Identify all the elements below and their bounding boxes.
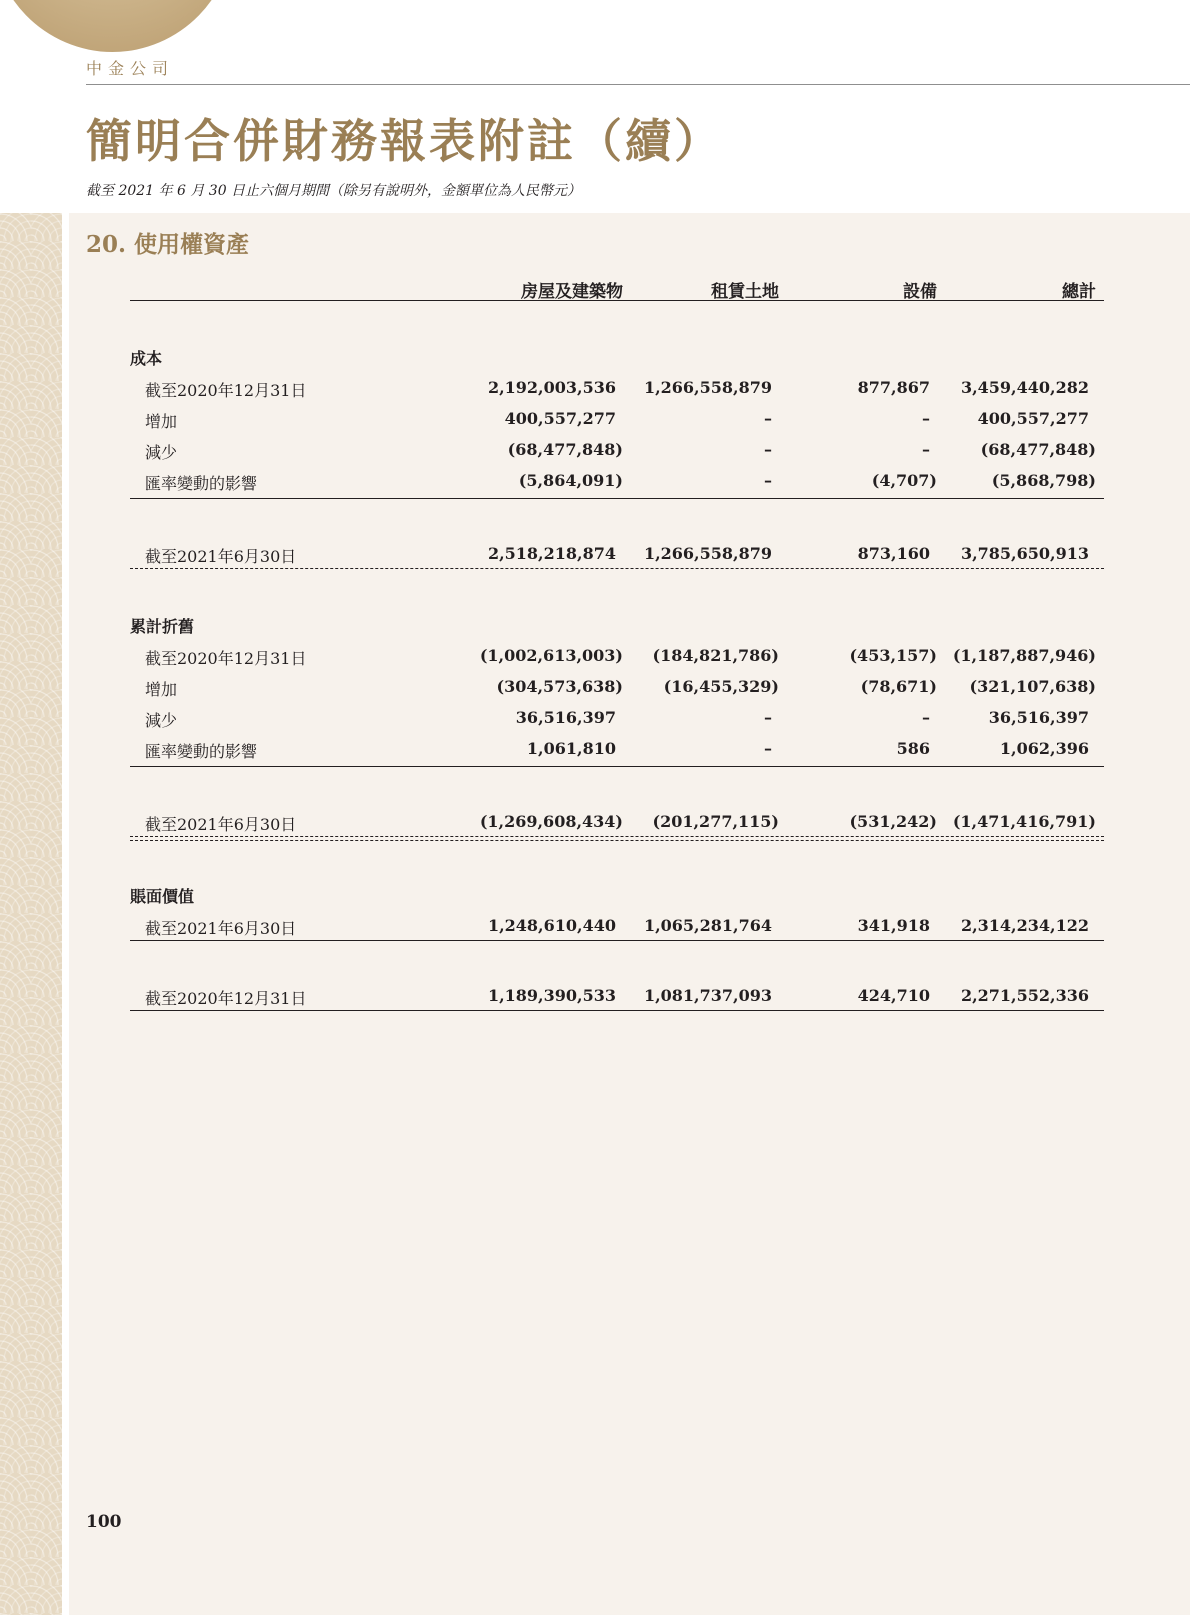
depreciation-total-row (0, 812, 1190, 836)
cell-leased-land: – (764, 440, 772, 459)
cell-buildings: (1,269,608,434) (479, 812, 623, 831)
section-heading: 使用權資產 (134, 231, 250, 258)
cell-total: 3,785,650,913 (960, 544, 1089, 563)
table-row (0, 471, 1190, 495)
row-label: 截至2020年12月31日 (145, 649, 307, 668)
row-label: 匯率變動的影響 (145, 474, 258, 493)
cell-equipment: – (922, 708, 930, 727)
table-row (0, 378, 1190, 402)
cell-buildings: 400,557,277 (504, 409, 616, 428)
cell-buildings: 1,248,610,440 (487, 916, 616, 935)
row-label: 截至2021年6月30日 (145, 815, 297, 834)
cell-total: 2,271,552,336 (960, 986, 1089, 1005)
cell-leased-land: – (764, 708, 772, 727)
cell-total: (1,471,416,791) (952, 812, 1096, 831)
total-dashed-rule (130, 836, 1104, 837)
cell-buildings: (68,477,848) (507, 440, 623, 459)
subtotal-rule (130, 498, 1104, 499)
cell-total: 2,314,234,122 (960, 916, 1089, 935)
cell-leased-land: – (764, 409, 772, 428)
cell-buildings: 1,189,390,533 (487, 986, 616, 1005)
table-row (0, 708, 1190, 732)
total-dashed-rule (130, 568, 1104, 569)
depreciation-heading-row (0, 614, 1190, 638)
cell-buildings: 2,518,218,874 (487, 544, 616, 563)
cell-buildings: 2,192,003,536 (487, 378, 616, 397)
row-label: 增加 (145, 412, 178, 431)
cell-leased-land: (184,821,786) (652, 646, 779, 665)
company-name: 中金公司 (86, 59, 175, 78)
section-number: 20. (86, 231, 127, 258)
cell-leased-land: – (764, 739, 772, 758)
cell-equipment: (453,157) (849, 646, 937, 665)
page-subtitle: 截至 2021 年 6 月 30 日止六個月期間（除另有說明外，金額單位為人民幣元） (86, 183, 582, 199)
column-header-buildings: 房屋及建築物 (521, 282, 623, 302)
cell-total: 400,557,277 (977, 409, 1089, 428)
cell-leased-land: 1,081,737,093 (643, 986, 772, 1005)
cell-equipment: – (922, 409, 930, 428)
header-rule (86, 84, 1190, 85)
cell-leased-land: (16,455,329) (663, 677, 779, 696)
cell-equipment: 877,867 (857, 378, 930, 397)
table-row (0, 677, 1190, 701)
cell-buildings: 1,061,810 (526, 739, 616, 758)
cost-heading: 成本 (130, 349, 163, 368)
cell-total: (321,107,638) (969, 677, 1096, 696)
page-title: 簡明合併財務報表附註（續） (86, 114, 723, 168)
cell-equipment: (78,671) (860, 677, 937, 696)
row-label: 截至2020年12月31日 (145, 989, 307, 1008)
corner-medallion-decoration (0, 0, 235, 52)
cell-total: 1,062,396 (999, 739, 1089, 758)
carrying-heading-row (0, 884, 1190, 908)
cell-total: (1,187,887,946) (952, 646, 1096, 665)
total-dashed-rule-double (130, 840, 1104, 841)
row-rule (130, 940, 1104, 941)
header-underline (130, 300, 1104, 301)
row-label: 匯率變動的影響 (145, 742, 258, 761)
cell-buildings: (1,002,613,003) (479, 646, 623, 665)
table-row (0, 986, 1190, 1010)
page-number: 100 (86, 1512, 122, 1532)
row-label: 減少 (145, 443, 178, 462)
section-title (86, 226, 249, 259)
table-row (0, 916, 1190, 940)
cell-leased-land: 1,266,558,879 (643, 378, 772, 397)
cell-equipment: (531,242) (849, 812, 937, 831)
cell-leased-land: – (764, 471, 772, 490)
cell-equipment: 873,160 (857, 544, 930, 563)
cell-equipment: – (922, 440, 930, 459)
cell-equipment: 341,918 (857, 916, 930, 935)
row-label: 截至2020年12月31日 (145, 381, 307, 400)
cell-equipment: 424,710 (857, 986, 930, 1005)
table-row (0, 646, 1190, 670)
cell-equipment: 586 (896, 739, 930, 758)
table-row (0, 409, 1190, 433)
cell-leased-land: 1,065,281,764 (643, 916, 772, 935)
table-row (0, 440, 1190, 464)
row-rule (130, 1010, 1104, 1011)
cell-total: (68,477,848) (980, 440, 1096, 459)
cell-buildings: (5,864,091) (518, 471, 623, 490)
cell-leased-land: (201,277,115) (652, 812, 779, 831)
table-row (0, 739, 1190, 763)
subtotal-rule (130, 766, 1104, 767)
cell-total: (5,868,798) (991, 471, 1096, 490)
row-label: 減少 (145, 711, 178, 730)
column-header-leased-land: 租賃土地 (711, 282, 779, 302)
cost-total-row (0, 544, 1190, 568)
depreciation-heading: 累計折舊 (130, 617, 195, 636)
cell-total: 36,516,397 (988, 708, 1089, 727)
column-header-total: 總計 (1062, 282, 1096, 302)
cell-buildings: (304,573,638) (496, 677, 623, 696)
cell-equipment: (4,707) (871, 471, 937, 490)
cell-total: 3,459,440,282 (960, 378, 1089, 397)
row-label: 截至2021年6月30日 (145, 547, 297, 566)
row-label: 增加 (145, 680, 178, 699)
cell-leased-land: 1,266,558,879 (643, 544, 772, 563)
row-label: 截至2021年6月30日 (145, 919, 297, 938)
cost-heading-row (0, 346, 1190, 370)
carrying-heading: 賬面價值 (130, 887, 195, 906)
column-header-equipment: 設備 (903, 282, 937, 302)
cell-buildings: 36,516,397 (515, 708, 616, 727)
